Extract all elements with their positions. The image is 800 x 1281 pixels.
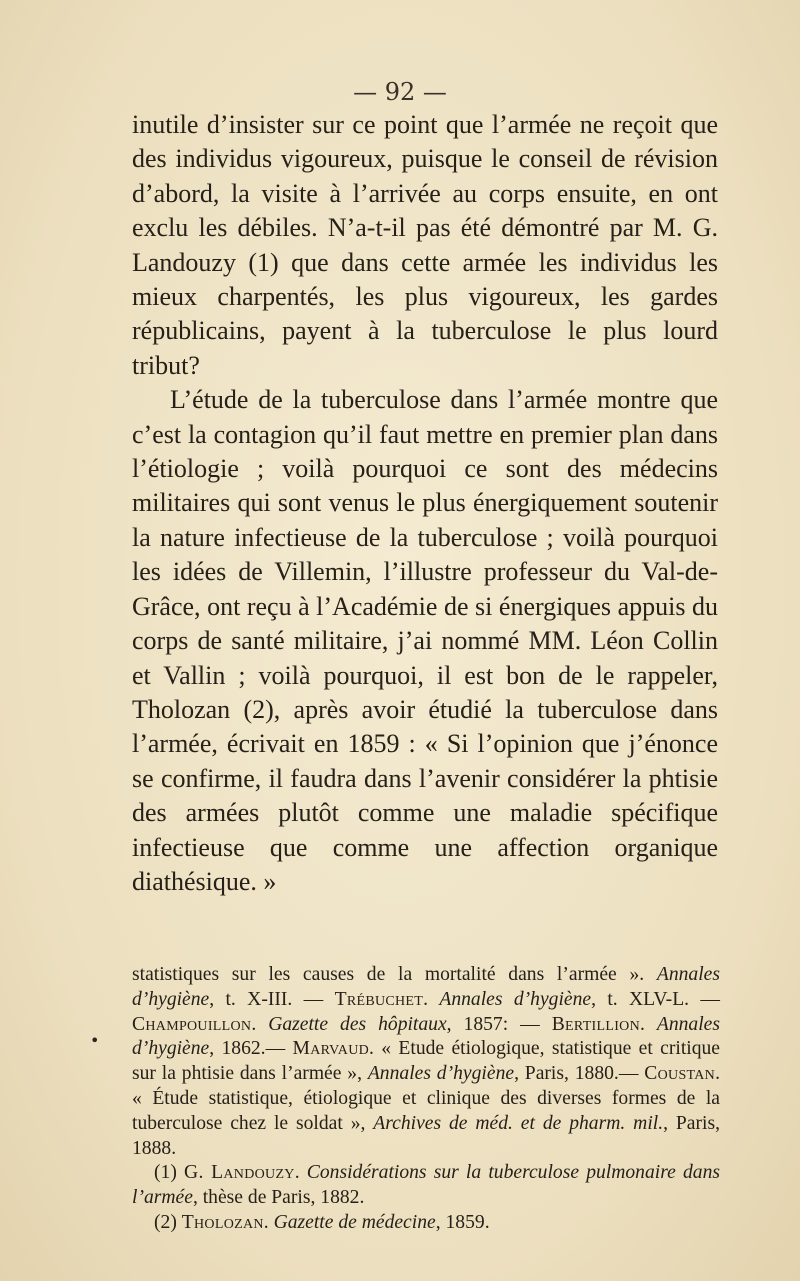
fn-journal-title: Annales d’hygiène	[132, 1013, 720, 1060]
footnote-2	[132, 1211, 720, 1236]
fn-text: . « Étude statistique, étiologique et clinique des diverses formes de la tuberculose chez le soldat »,	[132, 1063, 720, 1134]
fn-journal-title: Archives de méd. et de pharm. mil.	[373, 1112, 664, 1134]
fn-text: .	[251, 1013, 269, 1035]
fn-text: .	[294, 1162, 307, 1184]
fn-author: Bertillion	[551, 1013, 641, 1035]
paragraph-1: inutile d’insister sur ce point que l’armée ne reçoit que des individus vigoureux, puisque le conseil de révision d’abord, la visite à l’arrivée au corps ensuite, en ont exclu les débiles. N’a-t-il pas été démontré par M. G. Landouzy (1) que dans cette armée les individus les mieux charpentés, les plus vigoureux, les gardes républicains, payent à la tuberculose le plus lourd tribut?	[132, 110, 718, 380]
fn-journal-title: Annales d’hygiène	[439, 988, 592, 1010]
footnote-continuation	[132, 963, 720, 1161]
fn-author: Champouillon	[132, 1013, 252, 1035]
fn-text: , t. X-III. —	[209, 988, 335, 1010]
fn-journal-title: Gazette des hôpitaux	[268, 1013, 447, 1035]
footnote-1	[132, 1161, 720, 1211]
main-text	[132, 108, 718, 899]
fn-text: , Paris, 1888.	[132, 1112, 720, 1159]
fn-title: Considérations sur la tuberculose pulmonaire dans l’armée	[132, 1162, 720, 1209]
fn-marker: (1)	[154, 1162, 185, 1184]
fn-text: . « Etude étiologique, statistique et critique sur la phtisie dans l’armée »,	[132, 1038, 721, 1085]
fn-author: Trébuchet	[334, 988, 424, 1010]
fn-author: Coustan	[644, 1063, 716, 1085]
fn-text: .	[263, 1211, 274, 1233]
paragraph-2: L’étude de la tuberculose dans l’armée montre que c’est la contagion qu’il faut mettre en premier plan dans l’étiologie ; voilà pourquoi ce sont des médecins militaires qui sont venus le plus énergiquement soutenir la nature infectieuse de la tuberculose ; voilà pourquoi les idées de Villemin, l’illustre professeur du Val-de-Grâce, ont reçu à l’Académie de si énergiques appuis du corps de santé militaire, j’ai nommé MM. Léon Collin et Vallin ; voilà pourquoi, il est bon de le rappeler, Tholozan (2), après avoir étudié la tuberculose dans l’armée, écrivait en 1859 : « Si l’opinion que j’énonce se confirme, il faudra dans l’avenir considérer la phtisie des armées plutôt comme une maladie spécifique infectieuse que comme une affection organique diathésique. »	[132, 385, 718, 896]
fn-journal-title: Annales d’hygiène	[367, 1063, 515, 1085]
fn-text: .	[640, 1013, 657, 1035]
fn-text: , 1862.—	[209, 1038, 293, 1060]
fn-text: , 1857: —	[446, 1013, 552, 1035]
fn-text: statistiques sur les causes de la mortalité dans l’armée ».	[132, 964, 657, 985]
margin-mark: •	[90, 1031, 100, 1050]
page-number: — 92 —	[353, 78, 447, 106]
fn-text: , thèse de Paris, 1882.	[192, 1187, 365, 1209]
fn-text: , 1859.	[435, 1211, 490, 1233]
fn-author: Marvaud	[292, 1038, 370, 1060]
fn-author: G. Landouzy	[184, 1162, 295, 1184]
fn-text: , Paris, 1880.—	[514, 1063, 645, 1085]
fn-marker: (2)	[154, 1211, 182, 1233]
footnotes	[132, 963, 720, 1236]
fn-text: .	[423, 988, 440, 1010]
fn-journal-title: Annales d’hygiène	[132, 964, 720, 1010]
fn-text: , t. XLV-L. —	[591, 988, 720, 1010]
fn-title: Gazette de médecine	[273, 1211, 436, 1233]
fn-author: Tholozan	[181, 1211, 264, 1233]
